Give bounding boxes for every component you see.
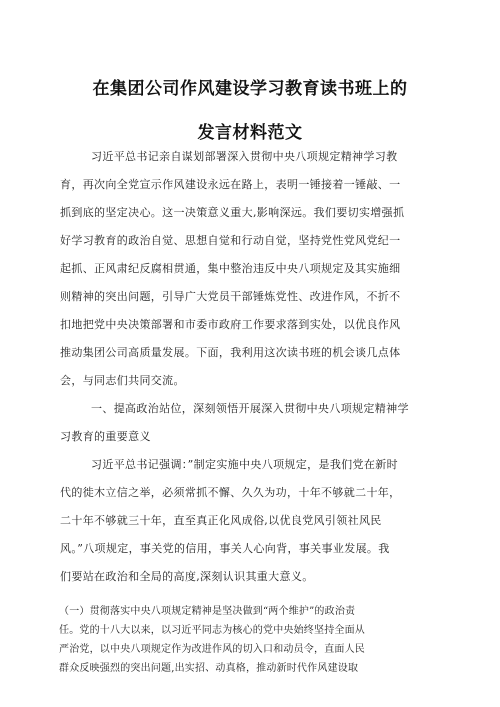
paragraph-line: 扣地把党中央决策部署和市委市政府工作要求落到实处，以优良作风 xyxy=(60,318,401,331)
paragraph-line: 抓到底的坚定决心。这一决策意义重大,影响深远。我们要切实增强抓 xyxy=(60,206,405,219)
paragraph-line: 育，再次向全党宣示作风建设永远在路上，表明一锤接着一锤敲、一 xyxy=(60,178,401,191)
paragraph-line: 风。”八项规定，事关党的信用，事关人心向背，事关事业发展。我 xyxy=(60,542,390,555)
paragraph-line: 好学习教育的政治自觉、思想自觉和行动自觉，坚持党性党风党纪一 xyxy=(60,234,401,247)
paragraph-line: 会，与同志们共同交流。 xyxy=(60,374,185,387)
paragraph-line: 们要站在政治和全局的高度,深刻认识其重大意义。 xyxy=(60,570,314,583)
document-subtitle: 发言材料范文 xyxy=(197,123,303,143)
section-heading: 一、提高政治站位，深刻领悟开展深入贯彻中央八项规定精神学 xyxy=(91,402,409,415)
subsection-line: 任。党的十八大以来，以习近平同志为核心的党中央始终坚持全面从 xyxy=(59,625,365,636)
paragraph-line: 习近平总书记强调：”制定实施中央八项规定，是我们党在新时 xyxy=(91,458,398,471)
paragraph-line: 推动集团公司高质量发展。下面，我利用这次读书班的机会谈几点体 xyxy=(60,346,401,359)
paragraph-line: 则精神的突出问题，引导广大党员干部锤炼党性、改进作风，不折不 xyxy=(60,290,401,303)
document-title: 在集团公司作风建设学习教育读书班上的 xyxy=(92,79,408,99)
subsection-line: （一）贯彻落实中央八项规定精神是坚决做到“两个维护”的政治责 xyxy=(59,606,356,617)
subsection-line: 严治党，以中央八项规定作为改进作风的切入口和动员令，直面人民 xyxy=(59,644,365,655)
paragraph-line: 习近平总书记亲自谋划部署深入贯彻中央八项规定精神学习教 xyxy=(91,150,398,163)
section-heading: 习教育的重要意义 xyxy=(60,430,151,443)
subsection-line: 群众反映强烈的突出问题,出实招、动真格，推动新时代作风建设取 xyxy=(59,663,359,674)
paragraph-line: 二十年不够就三十年，直至真正化风成俗,以优良党风引领社风民 xyxy=(60,514,382,527)
paragraph-line: 代的徙木立信之举，必须常抓不懈、久久为功，十年不够就二十年， xyxy=(60,486,401,499)
paragraph-line: 起抓、正风肃纪反腐相贯通，集中整治违反中央八项规定及其实施细 xyxy=(60,262,401,275)
